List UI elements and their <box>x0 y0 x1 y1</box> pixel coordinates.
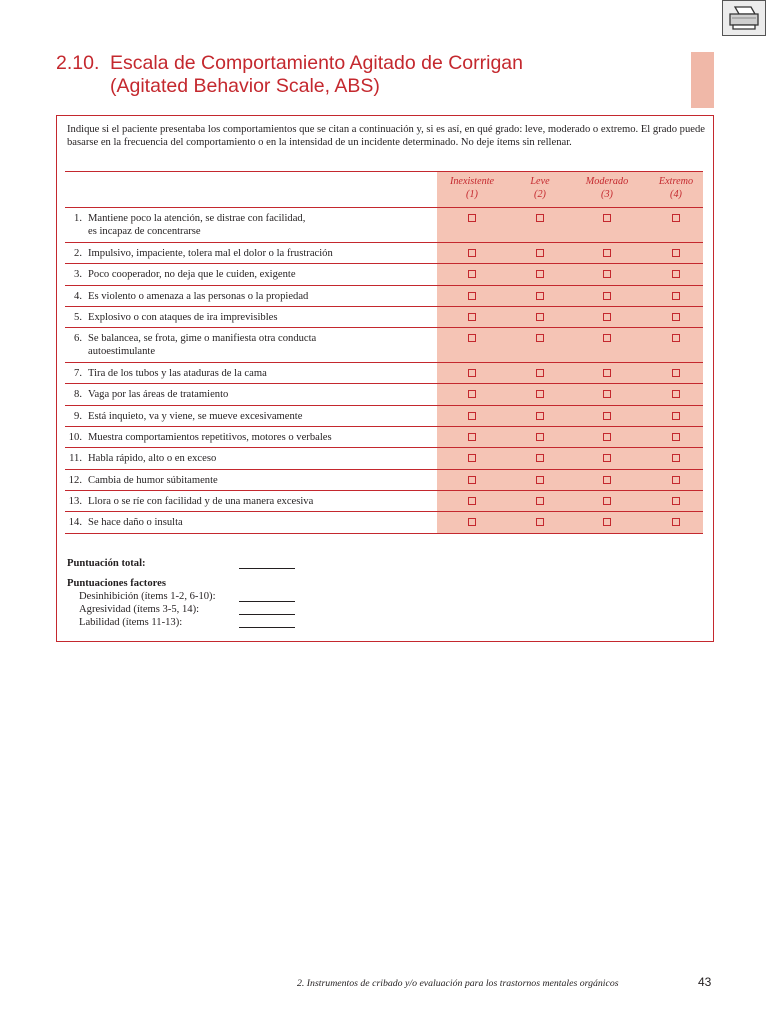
checkbox-item2-col4[interactable] <box>672 249 680 257</box>
table-row <box>65 470 703 491</box>
item-text-line: Impulsivo, impaciente, tolera mal el dolor o la frustración <box>88 248 333 259</box>
checkbox-item11-col4[interactable] <box>672 454 680 462</box>
section-tab-marker <box>691 52 714 108</box>
table-row <box>65 307 703 328</box>
column-header-2 <box>572 175 642 201</box>
printer-icon <box>723 1 765 35</box>
checkbox-item14-col3[interactable] <box>603 518 611 526</box>
page-number: 43 <box>698 975 712 989</box>
checkbox-item10-col2[interactable] <box>536 433 544 441</box>
checkbox-item5-col2[interactable] <box>536 313 544 321</box>
checkbox-item7-col3[interactable] <box>603 369 611 377</box>
column-header-0 <box>437 175 507 201</box>
item-number: 4. <box>74 290 82 302</box>
item-number: 13. <box>68 495 82 507</box>
item-text <box>88 332 433 358</box>
row-shade <box>437 448 703 468</box>
checkbox-item5-col4[interactable] <box>672 313 680 321</box>
checkbox-item13-col4[interactable] <box>672 497 680 505</box>
column-header-1 <box>505 175 575 201</box>
item-text-line: Muestra comportamientos repetitivos, motores o verbales <box>88 432 332 444</box>
checkbox-item1-col3[interactable] <box>603 214 611 222</box>
item-text-line: Cambia de humor súbitamente <box>88 474 218 486</box>
table-row <box>65 448 703 469</box>
item-text-line: Se balancea, se frota, gime o manifiesta otra conducta <box>88 333 317 345</box>
item-text <box>88 311 433 324</box>
item-number: 10. <box>68 432 82 444</box>
item-text-line: Vaga por las áreas de tratamiento <box>88 389 229 401</box>
item-number: 5. <box>74 311 82 323</box>
checkbox-item2-col3[interactable] <box>603 249 611 257</box>
checkbox-item13-col3[interactable] <box>603 497 611 505</box>
row-shade <box>437 427 703 447</box>
checkbox-item1-col1[interactable] <box>468 214 476 222</box>
row-shade <box>437 307 703 327</box>
instructions-text: Indique si el paciente presentaba los comportamientos que se citan a continuación y, si es así, en qué grado: leve, moderado o extremo. El grado puede basarse en la frecuencia del comportamiento o en la intensidad de un incidente determinado. No deje ítems sin rellenar. <box>67 124 705 148</box>
checkbox-item10-col3[interactable] <box>603 433 611 441</box>
table-row <box>65 363 703 384</box>
factor-disinhibition-field[interactable] <box>239 591 295 602</box>
item-text <box>88 516 433 529</box>
checkbox-item14-col2[interactable] <box>536 518 544 526</box>
item-number: 7. <box>74 368 82 380</box>
checkbox-item10-col4[interactable] <box>672 433 680 441</box>
item-number: 3. <box>74 269 82 281</box>
checkbox-item4-col3[interactable] <box>603 292 611 300</box>
item-number: 8. <box>74 389 82 401</box>
checkbox-item7-col4[interactable] <box>672 369 680 377</box>
column-label: Inexistente <box>449 176 495 187</box>
footer-chapter: 2. Instrumentos de cribado y/o evaluación para los trastornos mentales orgánicos <box>297 978 619 989</box>
total-score-label: Puntuación total: <box>67 558 146 569</box>
column-header-3 <box>641 175 711 201</box>
item-text-line: Tira de los tubos y las ataduras de la cama <box>88 368 267 380</box>
row-shade <box>437 491 703 511</box>
checkbox-item3-col4[interactable] <box>672 270 680 278</box>
checkbox-item8-col3[interactable] <box>603 390 611 398</box>
item-number: 14. <box>68 517 82 529</box>
row-shade <box>437 363 703 383</box>
checkbox-item9-col3[interactable] <box>603 412 611 420</box>
factor-scores-label: Puntuaciones factores <box>67 578 166 589</box>
section-number: 2.10. <box>56 52 100 74</box>
factor-aggressiveness-label: Agresividad (ítems 3-5, 14): <box>79 604 200 615</box>
checkbox-item2-col2[interactable] <box>536 249 544 257</box>
item-text-line: Habla rápido, alto o en exceso <box>88 453 217 465</box>
item-text <box>88 452 433 465</box>
factor-lability-field[interactable] <box>239 617 295 628</box>
checkbox-item13-col1[interactable] <box>468 497 476 505</box>
table-row <box>65 384 703 405</box>
table-row <box>65 243 703 264</box>
checkbox-item12-col1[interactable] <box>468 476 476 484</box>
item-number: 2. <box>74 248 82 259</box>
checkbox-item11-col1[interactable] <box>468 454 476 462</box>
factor-lability-label: Labilidad (ítems 11-13): <box>79 617 183 628</box>
checkbox-item4-col2[interactable] <box>536 292 544 300</box>
item-text <box>88 495 433 508</box>
checkbox-item12-col4[interactable] <box>672 476 680 484</box>
item-text-line: Llora o se ríe con facilidad y de una manera excesiva <box>88 495 314 507</box>
checkbox-item11-col2[interactable] <box>536 454 544 462</box>
row-shade <box>437 470 703 490</box>
row-shade <box>437 208 703 242</box>
column-score: (4) <box>670 189 682 200</box>
print-button[interactable] <box>722 0 766 36</box>
column-score: (3) <box>601 189 613 200</box>
checkbox-item9-col2[interactable] <box>536 412 544 420</box>
table-row <box>65 264 703 285</box>
checkbox-item8-col1[interactable] <box>468 390 476 398</box>
checkbox-item8-col4[interactable] <box>672 390 680 398</box>
scale-panel <box>56 115 714 642</box>
column-label: Extremo <box>658 176 694 187</box>
column-label: Leve <box>530 176 550 187</box>
row-shade <box>437 286 703 306</box>
row-shade <box>437 384 703 404</box>
item-text <box>88 290 433 303</box>
checkbox-item12-col3[interactable] <box>603 476 611 484</box>
item-number: 9. <box>74 410 82 422</box>
item-text-line: Está inquieto, va y viene, se mueve excesivamente <box>88 410 303 422</box>
scale-table <box>65 171 703 534</box>
table-row <box>65 491 703 512</box>
item-text <box>88 367 433 380</box>
item-text <box>88 247 433 260</box>
checkbox-item4-col1[interactable] <box>468 292 476 300</box>
checkbox-item6-col1[interactable] <box>468 334 476 342</box>
checkbox-item3-col3[interactable] <box>603 270 611 278</box>
checkbox-item11-col3[interactable] <box>603 454 611 462</box>
checkbox-item8-col2[interactable] <box>536 390 544 398</box>
item-text <box>88 212 433 238</box>
checkbox-item14-col1[interactable] <box>468 518 476 526</box>
row-shade <box>437 264 703 284</box>
checkbox-item7-col1[interactable] <box>468 369 476 377</box>
checkbox-item9-col4[interactable] <box>672 412 680 420</box>
item-number: 11. <box>69 453 82 465</box>
item-text-line: Explosivo o con ataques de ira imprevisibles <box>88 311 278 323</box>
checkbox-item9-col1[interactable] <box>468 412 476 420</box>
checkbox-item3-col1[interactable] <box>468 270 476 278</box>
row-shade <box>437 243 703 263</box>
checkbox-item7-col2[interactable] <box>536 369 544 377</box>
row-shade <box>437 512 703 532</box>
table-row <box>65 286 703 307</box>
page-title <box>56 52 523 98</box>
item-text-line: es incapaz de concentrarse <box>88 226 201 237</box>
checkbox-item1-col4[interactable] <box>672 214 680 222</box>
checkbox-item5-col3[interactable] <box>603 313 611 321</box>
checkbox-item12-col2[interactable] <box>536 476 544 484</box>
row-shade <box>437 328 703 362</box>
checkbox-item2-col1[interactable] <box>468 249 476 257</box>
table-header <box>65 171 703 208</box>
factor-aggressiveness-field[interactable] <box>239 604 295 615</box>
column-score: (1) <box>466 189 478 200</box>
checkbox-item4-col4[interactable] <box>672 292 680 300</box>
checkbox-item3-col2[interactable] <box>536 270 544 278</box>
item-text-line: Poco cooperador, no deja que le cuiden, exigente <box>88 269 296 281</box>
item-text-line: Mantiene poco la atención, se distrae con facilidad, <box>88 213 306 224</box>
item-text <box>88 388 433 401</box>
table-row <box>65 406 703 427</box>
column-score: (2) <box>534 189 546 200</box>
item-text <box>88 431 433 444</box>
item-number: 1. <box>74 213 82 224</box>
row-shade <box>437 406 703 426</box>
checkbox-item6-col2[interactable] <box>536 334 544 342</box>
title-line-2: (Agitated Behavior Scale, ABS) <box>110 75 380 97</box>
checkbox-item13-col2[interactable] <box>536 497 544 505</box>
item-text <box>88 268 433 281</box>
checkbox-item5-col1[interactable] <box>468 313 476 321</box>
checkbox-item6-col4[interactable] <box>672 334 680 342</box>
checkbox-item10-col1[interactable] <box>468 433 476 441</box>
checkbox-item1-col2[interactable] <box>536 214 544 222</box>
item-text <box>88 474 433 487</box>
total-score-field[interactable] <box>239 558 295 569</box>
item-text-line: autoestimulante <box>88 346 156 358</box>
title-line-1: Escala de Comportamiento Agitado de Corrigan <box>110 52 523 74</box>
factor-disinhibition-label: Desinhibición (ítems 1-2, 6-10): <box>79 591 216 602</box>
item-number: 12. <box>68 474 82 486</box>
item-text-line: Es violento o amenaza a las personas o la propiedad <box>88 290 309 302</box>
checkbox-item6-col3[interactable] <box>603 334 611 342</box>
table-row <box>65 512 703 533</box>
column-label: Moderado <box>585 176 629 187</box>
item-number: 6. <box>74 333 82 345</box>
table-row <box>65 328 703 363</box>
item-text <box>88 410 433 423</box>
checkbox-item14-col4[interactable] <box>672 518 680 526</box>
table-row <box>65 208 703 243</box>
table-row <box>65 427 703 448</box>
item-text-line: Se hace daño o insulta <box>88 517 183 529</box>
